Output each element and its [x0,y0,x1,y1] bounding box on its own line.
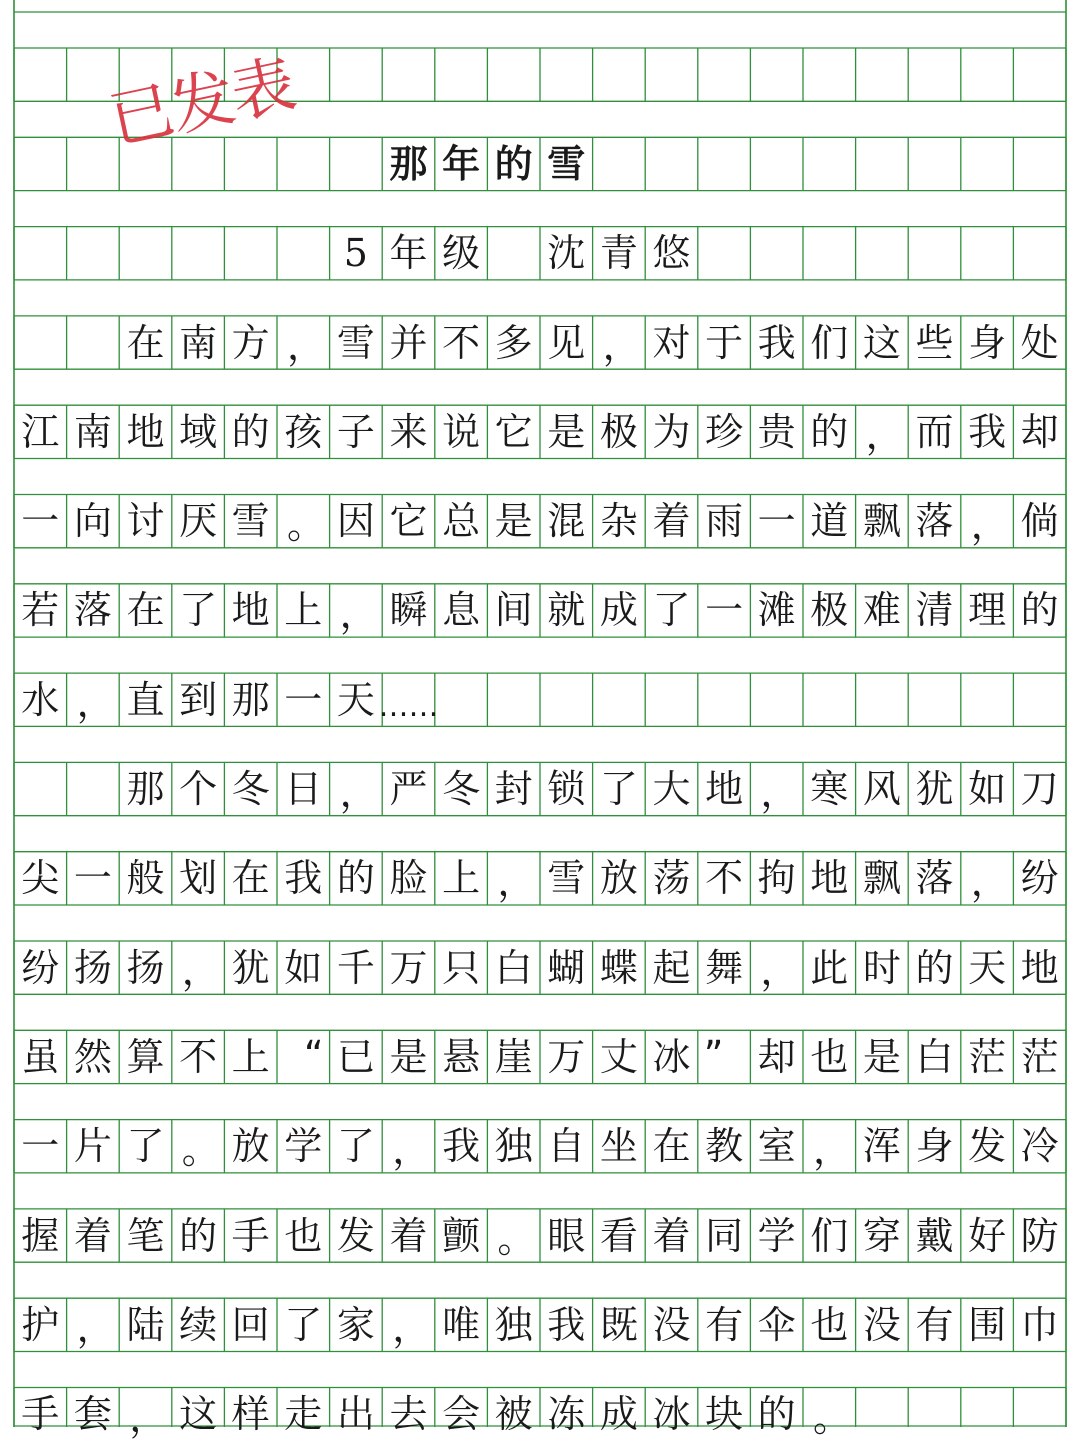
grid-cell-char: 成 [599,1392,638,1437]
grid-cell-char: 那 [389,141,428,186]
grid-cell-char: 冷 [1020,1124,1059,1169]
grid-cell-char: 向 [73,499,112,544]
grid-cell-char: …… [378,689,439,725]
grid-cell-char: 是 [862,1034,901,1079]
grid-cell-char: 然 [73,1034,112,1079]
grid-cell-char: ， [76,681,115,726]
grid-cell-char: 防 [1020,1213,1059,1258]
grid-cell-char: 一 [705,588,744,633]
grid-cell-char: 直 [126,677,165,722]
grid-cell-char: 白 [915,1034,954,1079]
grid-cell-char: 。 [181,1127,220,1172]
grid-cell-char: 个 [179,767,218,812]
grid-cell-char: 片 [73,1124,112,1169]
grid-cell-char: 会 [442,1392,481,1437]
grid-cell-char: 这 [862,320,901,365]
grid-cell-char: 们 [810,1213,849,1258]
grid-cell-char: 落 [915,856,954,901]
grid-cell-char: 戴 [915,1213,954,1258]
grid-cell-char: 蝶 [599,945,638,990]
grid-cell-char: 冰 [652,1034,691,1079]
grid-cell-char: 成 [599,588,638,633]
grid-cell-char: 浑 [862,1124,901,1169]
grid-cell-char: 脸 [389,856,428,901]
grid-cell-char: 一 [73,856,112,901]
grid-cell-char: 的 [231,409,270,454]
grid-cell-char: 多 [494,320,533,365]
grid-cell-char: 混 [547,499,586,544]
grid-cell-char: 了 [652,588,691,633]
grid-cell-char: 倘 [1020,499,1059,544]
grid-cell-char: 南 [179,320,218,365]
grid-cell-char: 落 [915,499,954,544]
grid-cell-char: 。 [287,502,326,547]
grid-cell-char: 套 [73,1392,112,1437]
grid-cell-char: 杂 [599,499,638,544]
grid-cell-char: 独 [494,1124,533,1169]
grid-cell-char: 飘 [862,856,901,901]
grid-cell-char: 封 [494,767,533,812]
grid-cell-char: 划 [179,856,218,901]
grid-cell-char: ， [602,324,641,369]
grid-cell-char: 不 [705,856,744,901]
grid-cell-char: 巾 [1020,1302,1059,1347]
grid-cell-char: 围 [968,1302,1007,1347]
grid-cell-char: 茫 [1020,1034,1059,1079]
grid-cell-char: 手 [231,1213,270,1258]
grid-cell-char: 也 [284,1213,323,1258]
grid-cell-char: 着 [389,1213,428,1258]
grid-cell-char: 我 [968,409,1007,454]
grid-cell-char: 在 [231,856,270,901]
grid-cell-char: 室 [757,1124,796,1169]
grid-cell-char: 身 [968,320,1007,365]
grid-cell-char: 清 [915,588,954,633]
grid-cell-char: 好 [968,1213,1007,1258]
grid-cell-char: 水 [21,677,60,722]
grid-cell-char: 那 [231,677,270,722]
grid-cell-char: 锁 [547,767,586,812]
grid-cell-char: 身 [915,1124,954,1169]
grid-cell-char: 的 [810,409,849,454]
grid-cell-char: 在 [126,320,165,365]
grid-cell-char: 们 [810,320,849,365]
grid-cell-char: 纷 [1020,856,1059,901]
grid-cell-char: 没 [862,1302,901,1347]
grid-cell-char: ， [392,1306,431,1351]
grid-cell-char: 的 [1020,588,1059,633]
grid-cell-char: 续 [179,1302,218,1347]
grid-cell-char: 青 [599,231,638,276]
grid-cell-char: 寒 [810,767,849,812]
grid-cell-char: 伞 [757,1302,796,1347]
grid-cell-char: 处 [1020,320,1059,365]
grid-cell-char: 着 [73,1213,112,1258]
grid-cell-char: 起 [652,945,691,990]
grid-cell-char: 在 [652,1124,691,1169]
grid-cell-char: 已 [336,1034,375,1079]
grid-cell-char: 着 [652,1213,691,1258]
grid-cell-char: 上 [231,1034,270,1079]
grid-cell-char: 它 [494,409,533,454]
grid-cell-char: 犹 [231,945,270,990]
grid-cell-char: 地 [231,588,270,633]
grid-cell-char: 学 [757,1213,796,1258]
grid-cell-char: 发 [968,1124,1007,1169]
grid-cell-char: 雨 [705,499,744,544]
grid-cell-char: ， [129,1395,168,1440]
grid-cell-char: 上 [284,588,323,633]
grid-cell-char: 握 [21,1213,60,1258]
grid-cell-char: 同 [705,1213,744,1258]
grid-cell-char: 大 [652,767,691,812]
grid-cell-char: 去 [389,1392,428,1437]
grid-cell-char: 丈 [599,1034,638,1079]
grid-cell-char: 落 [73,588,112,633]
grid-cell-char: 样 [231,1392,270,1437]
grid-cell-char: 走 [284,1392,323,1437]
grid-cell-char: 域 [179,409,218,454]
grid-cell-char: 沈 [547,231,586,276]
grid-cell-char: 也 [810,1034,849,1079]
grid-cell-char: 地 [1020,945,1059,990]
grid-cell-char: 子 [336,409,375,454]
grid-cell-char: 穿 [862,1213,901,1258]
grid-cell-char: 雪 [547,856,586,901]
grid-cell-char: 的 [336,856,375,901]
grid-cell-char: 为 [652,409,691,454]
grid-cell-char: 坐 [599,1124,638,1169]
grid-cell-char: ， [865,413,904,458]
grid-cell-char: 看 [599,1213,638,1258]
grid-cell-char: 贵 [757,409,796,454]
grid-cell-char: 孩 [284,409,323,454]
grid-cell-char: 手 [21,1392,60,1437]
grid-cell-char: ， [181,949,220,994]
grid-cell-char: 雪 [547,141,586,186]
grid-cell-char: 而 [915,409,954,454]
grid-cell-char: 虽 [21,1034,60,1079]
grid-cell-char: 悠 [652,231,691,276]
grid-cell-char: 只 [442,945,481,990]
grid-cell-char: 地 [810,856,849,901]
grid-cell-char: 出 [336,1392,375,1437]
grid-cell-char: ， [497,859,536,904]
grid-cell-char: 理 [968,588,1007,633]
grid-cell-char: 崖 [494,1034,533,1079]
grid-cell-char: 见 [547,320,586,365]
grid-cell-char: 唯 [442,1302,481,1347]
grid-cell-char: 于 [705,320,744,365]
grid-cell-char: 它 [389,499,428,544]
grid-cell-char: 荡 [652,856,691,901]
grid-cell-char: 陆 [126,1302,165,1347]
grid-cell-char: 的 [757,1392,796,1437]
grid-cell-char: 珍 [705,409,744,454]
grid-cell-char: ， [287,324,326,369]
grid-cell-char: 不 [442,320,481,365]
grid-cell-char: 有 [915,1302,954,1347]
grid-cell-char: 。 [813,1395,852,1440]
grid-cell-char: 总 [442,499,481,544]
grid-cell-char: 块 [705,1392,744,1437]
grid-cell-char: 天 [968,945,1007,990]
grid-cell-char: 算 [126,1034,165,1079]
grid-cell-char: 的 [494,141,533,186]
grid-cell-char: 是 [547,409,586,454]
grid-cell-char: 冰 [652,1392,691,1437]
grid-cell-char: 雪 [231,499,270,544]
grid-cell-char: 此 [810,945,849,990]
grid-cell-char: 着 [652,499,691,544]
grid-cell-char: 蝴 [547,945,586,990]
grid-cell-char: 若 [21,588,60,633]
grid-cell-char: 不 [179,1034,218,1079]
grid-cell-char: 笔 [126,1213,165,1258]
grid-cell-char: ， [339,770,378,815]
grid-cell-char: 犹 [915,767,954,812]
grid-cell-char: 扬 [126,945,165,990]
grid-cell-char: 地 [705,767,744,812]
grid-cell-char: 独 [494,1302,533,1347]
grid-cell-char: 时 [862,945,901,990]
grid-cell-char: 护 [21,1302,60,1347]
grid-cell-char: 白 [494,945,533,990]
grid-cell-char: 我 [442,1124,481,1169]
grid-cell-char: 既 [599,1302,638,1347]
grid-cell-char: 冬 [442,767,481,812]
grid-cell-char: 放 [599,856,638,901]
grid-cell-char: 被 [494,1392,533,1437]
grid-cell-char: 并 [389,320,428,365]
grid-cell-char: 厌 [179,499,218,544]
grid-cell-char: 地 [126,409,165,454]
grid-cell-char: 息 [442,588,481,633]
grid-cell-char: 雪 [336,320,375,365]
grid-cell-char: 严 [389,767,428,812]
grid-cell-char: 学 [284,1124,323,1169]
grid-cell-char: 如 [284,945,323,990]
grid-cell-char: ， [339,592,378,637]
grid-cell-char: 尖 [21,856,60,901]
grid-cell-char: 上 [442,856,481,901]
grid-cell-char: 万 [547,1034,586,1079]
grid-cell-char: 间 [494,588,533,633]
grid-cell-char: 我 [284,856,323,901]
grid-cell-char: ， [760,949,799,994]
grid-cell-char: 。 [497,1217,536,1262]
grid-cell-char: 瞬 [389,588,428,633]
grid-cell-char: 说 [442,409,481,454]
grid-cell-char: 悬 [442,1034,481,1079]
grid-cell-char: 也 [810,1302,849,1347]
grid-cell-char: 千 [336,945,375,990]
grid-cell-char: 对 [652,320,691,365]
grid-cell-char: 就 [547,588,586,633]
grid-cell-char: 极 [599,409,638,454]
grid-cell-char: 级 [442,231,481,276]
published-stamp: 已发表 [103,48,301,160]
grid-cell-char: 冬 [231,767,270,812]
grid-cell-char: 讨 [126,499,165,544]
grid-cell-char: 是 [389,1034,428,1079]
grid-cell-char: 方 [231,320,270,365]
grid-cell-char: 刀 [1020,767,1059,812]
grid-cell-char: 风 [862,767,901,812]
grid-cell-char: “ [303,1033,324,1078]
grid-cell-char: 纷 [21,945,60,990]
grid-cell-char: 年 [442,141,481,186]
grid-cell-char: 江 [21,409,60,454]
grid-cell-char: 到 [179,677,218,722]
grid-cell-char: 了 [336,1124,375,1169]
grid-cell-char: 一 [21,1124,60,1169]
grid-cell-char: 眼 [547,1213,586,1258]
grid-cell-char: 日 [284,767,323,812]
grid-cell-char: 我 [547,1302,586,1347]
grid-cell-char: 那 [126,767,165,812]
grid-cell-char: 一 [757,499,796,544]
grid-cell-char: 的 [915,945,954,990]
grid-cell-char: 了 [179,588,218,633]
grid-cell-char: ” [703,1033,724,1078]
grid-cell-char: 南 [73,409,112,454]
grid-cell-char: 一 [21,499,60,544]
grid-cell-char: 颤 [442,1213,481,1258]
grid-cell-char: 是 [494,499,533,544]
grid-cell-char: 了 [599,767,638,812]
grid-cell-char: 自 [547,1124,586,1169]
grid-cell-char: 放 [231,1124,270,1169]
grid-cell-char: 没 [652,1302,691,1347]
grid-cell-char: 却 [1020,409,1059,454]
grid-cell-char: 年 [389,231,428,276]
grid-cell-char: 如 [968,767,1007,812]
grid-cell-char: 了 [126,1124,165,1169]
grid-cell-char: ， [76,1306,115,1351]
grid-cell-char: 难 [862,588,901,633]
grid-cell-char: 教 [705,1124,744,1169]
grid-cell-char: ， [392,1127,431,1172]
grid-cell-char: 5 [343,231,368,276]
grid-cell-char: 一 [284,677,323,722]
grid-cell-char: 家 [336,1302,375,1347]
grid-cell-char: 扬 [73,945,112,990]
grid-cell-char: 却 [757,1034,796,1079]
grid-cell-char: 茫 [968,1034,1007,1079]
grid-cell-char: 有 [705,1302,744,1347]
grid-cell-char: 因 [336,499,375,544]
grid-cell-char: 来 [389,409,428,454]
grid-cell-char: 冻 [547,1392,586,1437]
grid-cell-char: 万 [389,945,428,990]
grid-cell-char: 这 [179,1392,218,1437]
grid-cell-char: 般 [126,856,165,901]
grid-cell-char: 发 [336,1213,375,1258]
grid-cell-char: 些 [915,320,954,365]
grid-cell-char: 道 [810,499,849,544]
grid-cell-char: 飘 [862,499,901,544]
grid-cell-char: 回 [231,1302,270,1347]
grid-cell-char: 的 [179,1213,218,1258]
grid-cell-char: 极 [810,588,849,633]
grid-cell-char: 拘 [757,856,796,901]
grid-cell-char: 舞 [705,945,744,990]
grid-cell-char: ， [970,859,1009,904]
grid-cell-char: 滩 [757,588,796,633]
grid-cell-char: 在 [126,588,165,633]
grid-cell-char: ， [760,770,799,815]
grid-cell-char: 了 [284,1302,323,1347]
grid-cell-char: ， [970,502,1009,547]
grid-cell-char: ， [813,1127,852,1172]
grid-cell-char: 我 [757,320,796,365]
grid-cell-char: 天 [336,677,375,722]
